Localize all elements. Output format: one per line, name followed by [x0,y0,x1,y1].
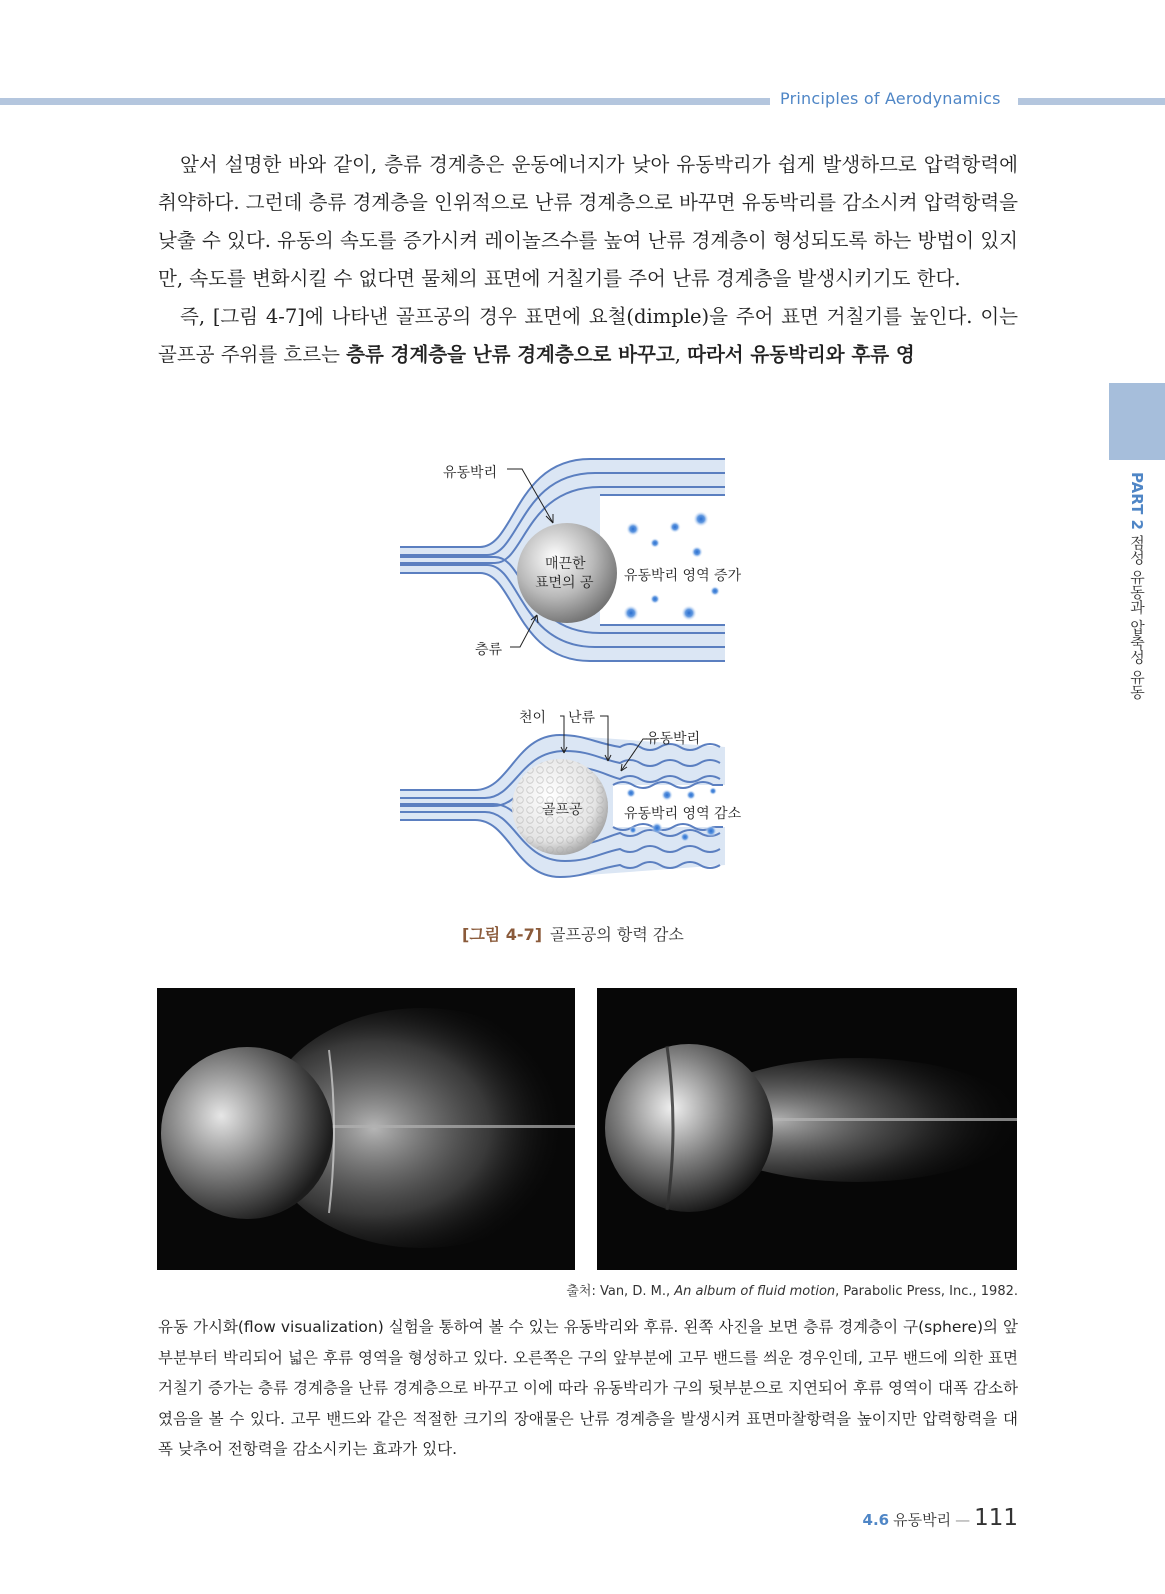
header-rule-right [1018,98,1165,105]
label-separation-bottom: 유동박리 [646,731,701,747]
header-rule-left [0,98,770,105]
photo-smooth-sphere [157,988,575,1270]
label-region-increase: 유동박리 영역 증가 [624,568,742,584]
paragraph-1: 앞서 설명한 바와 같이, 층류 경계층은 운동에너지가 낮아 유동박리가 쉽게 발생하므로 압력항력에 취약하다. 그런데 층류 경계층을 인위적으로 난류 경계층으로 바꾸면 유동박리를 감소시켜 압력항력을 낮출 수 있다. 유동의 속도를 증가시켜 레이놀즈수를 높여 난류 경계층이 형성되도록 하는 방법이 있지만, 속도를 변화시킬 수 없다면 물체의 표면에 거칠기를 주어 난류 경계층을 발생시키기도 한다. [158,153,1018,290]
photo-tripped-sphere [597,988,1017,1270]
figure-caption [462,922,684,945]
source-suffix: , Parabolic Press, Inc., 1982. [835,1284,1018,1299]
label-golf-ball: 골프공 [542,802,583,818]
source-title: An album of fluid motion [674,1284,836,1299]
label-separation-top: 유동박리 [443,465,498,481]
footer-section-number: 4.6 [862,1511,890,1529]
paragraph-2-line-1: 즉, [그림 4-7]에 나타낸 골프공의 경우 표면에 요철(dimple)을 주어 표면 거칠기를 높인다. [180,305,973,328]
footer-section-title: 유동박리 [893,1511,952,1529]
label-laminar: 층류 [475,642,503,658]
paragraph-2-line-2-start: 이는 골프공 주위를 흐르는 [158,305,1018,366]
label-smooth-ball-1: 매끈한 [545,556,586,572]
paragraph-2 [158,298,1018,374]
side-part-number: PART 2 [1128,472,1146,530]
running-header: Principles of Aerodynamics [780,89,1001,108]
side-part-title: 점성 유동과 압축성 유동 [1128,534,1146,700]
paragraph-2-comma: , [674,343,688,366]
side-tab [1109,383,1165,460]
figure-caption-number: [그림 4-7] [462,925,543,944]
page-footer [860,1505,1018,1531]
label-turbulent: 난류 [568,710,596,726]
label-transition: 천이 [519,710,547,726]
label-smooth-ball-2: 표면의 공 [535,575,594,591]
body-text [158,146,1018,374]
side-part-label [1118,472,1148,712]
photo-caption: 유동 가시화(flow visualization) 실험을 통하여 볼 수 있는 유동박리와 후류. 왼쪽 사진을 보면 층류 경계층이 구(sphere)의 앞부분부터 박리되어 넓은 후류 영역을 형성하고 있다. 오른쪽은 구의 앞부분에 고무 밴드를 씌운 경우인데, 고무 밴드에 의한 표면 거칠기 증가는 층류 경계층을 난류 경계층으로 바꾸고 이에 따라 유동박리가 구의 뒷부분으로 지연되어 후류 영역이 대폭 감소하였음을 볼 수 있다. 고무 밴드와 같은 적절한 크기의 장애물은 난류 경계층을 발생시켜 표면마찰항력을 높이지만 압력항력을 대폭 낮추어 전항력을 감소시키는 효과가 있다. [158,1318,1018,1458]
paragraph-2-emphasis-1: 층류 경계층을 난류 경계층으로 바꾸고 [346,343,675,366]
figure-caption-text: 골프공의 항력 감소 [550,925,684,944]
figure-4-7 [395,455,775,910]
footer-divider: — [955,1511,971,1529]
paragraph-2-emphasis-2: 따라서 유동박리와 후류 영 [687,343,915,366]
page-number: 111 [974,1505,1018,1531]
source-prefix: 출처: Van, D. M., [566,1284,675,1299]
photo-source [540,1280,1018,1299]
label-region-decrease: 유동박리 영역 감소 [624,806,742,822]
flow-diagram [395,455,775,910]
